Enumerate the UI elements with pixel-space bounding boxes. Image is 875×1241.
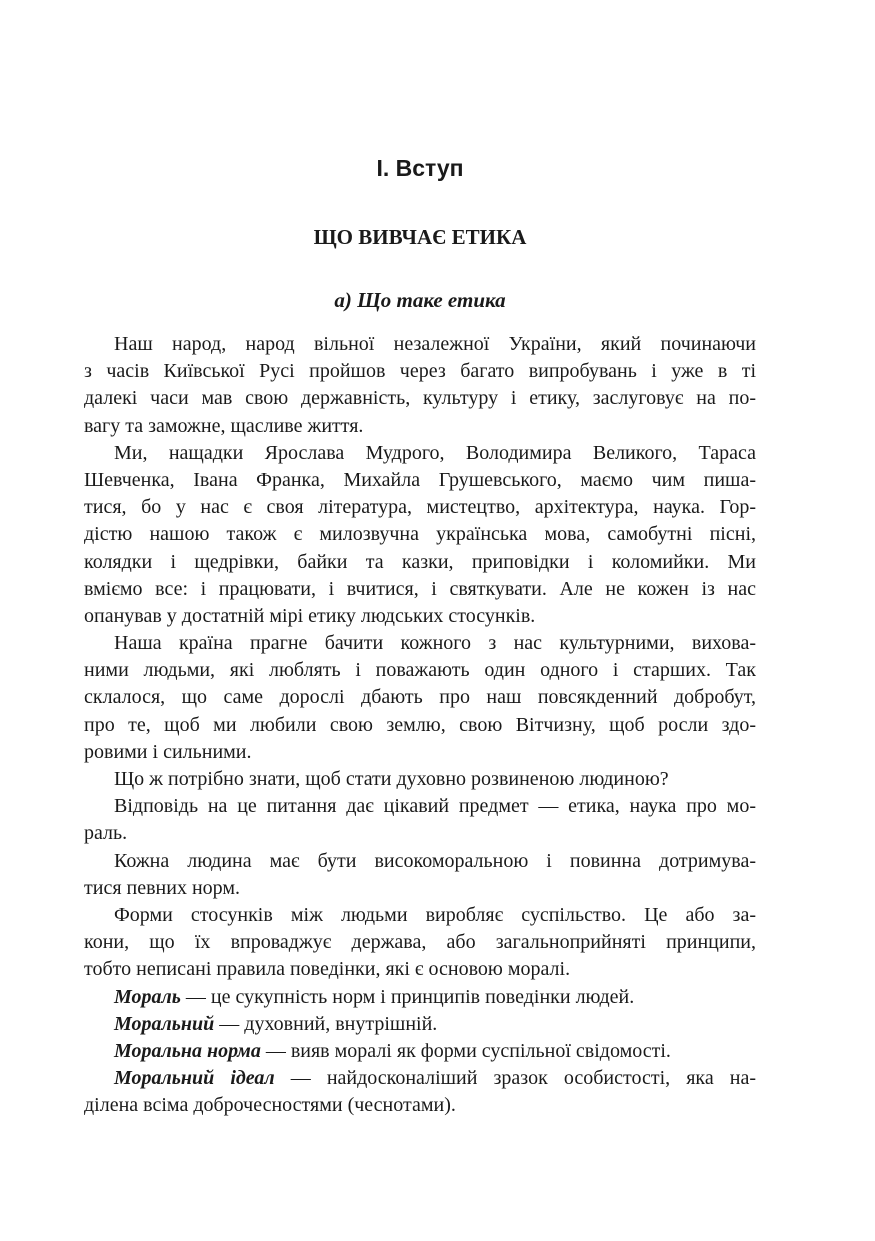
definition-line [84, 984, 756, 1011]
text-line: вагу та заможне, щасливе життя. [84, 414, 364, 437]
text-line: раль. [84, 822, 128, 845]
text-line: ділена всіма доброчесностями (чеснотами). [84, 1094, 456, 1117]
definition-term: Мораль [114, 985, 181, 1008]
definition-line [84, 1011, 756, 1038]
text-line: далекі часи мав свою державність, культуру і етику, заслуговує на по- [84, 387, 756, 410]
text-line: Ми, нащадки Ярослава Мудрого, Володимира Великого, Тараса [114, 441, 756, 464]
body-text [84, 331, 756, 1119]
text-line: Що ж потрібно знати, щоб стати духовно розвиненою людиною? [114, 768, 669, 790]
text-line: Форми стосунків між людьми виробляє суспільство. Це або за- [114, 903, 756, 926]
text-line: тобто неписані правила поведінки, які є основою моралі. [84, 958, 571, 981]
text-line: ровими і сильними. [84, 740, 252, 763]
text-line: Наша країна прагне бачити кожного з нас культурними, вихова- [114, 632, 756, 655]
definition-term: Моральний ідеал [114, 1067, 275, 1090]
definition-line [84, 1065, 756, 1092]
text-line: ними людьми, які люблять і поважають один одного і старших. Так [84, 659, 756, 682]
section-title: ЩО ВИВЧАЄ ЕТИКА [313, 225, 527, 249]
text-line: Відповідь на це питання дає цікавий предмет — етика, наука про мо- [114, 795, 756, 818]
text-line: опанував у достатній мірі етику людських стосунків. [84, 604, 536, 627]
text-line: вміємо все: і працювати, і вчитися, і святкувати. Але не кожен із нас [84, 577, 756, 600]
chapter-title: І. Вступ [376, 155, 464, 181]
subsection-title: а) Що таке етика [334, 288, 506, 312]
text-line: склалося, що саме дорослі дбають про наш повсякденний добробут, [84, 686, 756, 709]
text-line: Наш народ, народ вільної незалежної України, який починаючи [114, 333, 756, 355]
text-line: тися, бо у нас є своя література, мистецтво, архітектура, наука. Гор- [84, 496, 756, 519]
text-line: дістю нашою також є милозвучна українська мова, самобутні пісні, [84, 523, 756, 546]
text-line: Шевченка, Івана Франка, Михайла Грушевського, маємо чим пиша- [84, 468, 756, 491]
text-line: колядки і щедрівки, байки та казки, приповідки і коломийки. Ми [84, 550, 756, 573]
definition-line [84, 1038, 756, 1065]
text-line: з часів Київської Русі пройшов через багато випробувань і уже в ті [84, 360, 756, 383]
text-line: кони, що їх впроваджує держава, або загальноприйняті принципи, [84, 931, 756, 954]
definition-text: — духовний, внутрішній. [214, 1012, 438, 1035]
text-line: про те, щоб ми любили свою землю, свою Вітчизну, щоб росли здо- [84, 713, 756, 736]
document-page [84, 0, 756, 1241]
definition-text: — вияв моралі як форми суспільної свідомості. [260, 1039, 671, 1062]
text-line: Кожна людина має бути високоморальною і повинна дотримува- [114, 849, 756, 872]
definition-term: Моральний [114, 1012, 215, 1035]
definition-text: — це сукупність норм і принципів поведінки людей. [180, 985, 635, 1008]
text-line: тися певних норм. [84, 876, 241, 899]
definition-term: Моральна норма [114, 1039, 261, 1062]
definition-text: — найдосконаліший зразок особистості, яка на- [274, 1067, 757, 1090]
